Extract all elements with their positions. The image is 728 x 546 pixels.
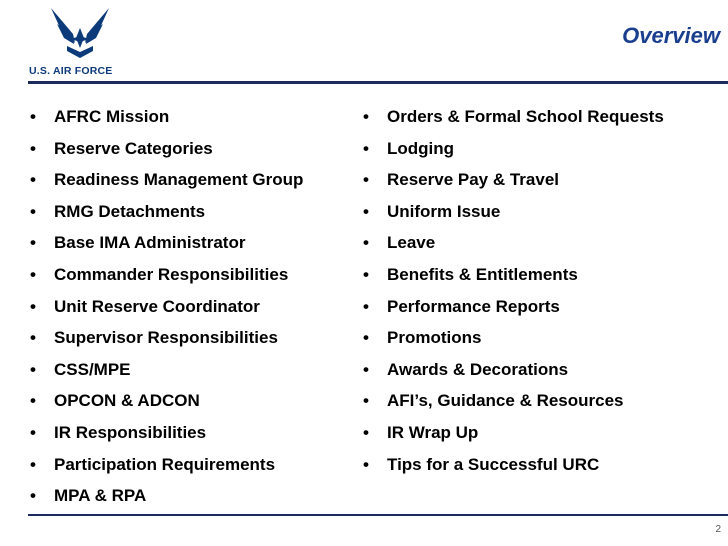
air-force-wings-icon [49, 6, 111, 61]
list-item [362, 104, 664, 136]
bullet-icon: • [363, 454, 369, 474]
list-item [29, 452, 303, 484]
list-item [29, 325, 303, 357]
bullet-icon: • [30, 170, 36, 190]
list-item-label: Commander Responsibilities [54, 264, 289, 284]
bullet-icon: • [363, 391, 369, 411]
list-item [29, 262, 303, 294]
list-item [29, 294, 303, 326]
bullet-icon: • [30, 359, 36, 379]
bullet-icon: • [363, 107, 369, 126]
bullet-icon: • [363, 359, 369, 379]
bullet-icon: • [30, 328, 36, 348]
bullet-icon: • [30, 454, 36, 474]
list-item [362, 420, 664, 452]
list-item-label: OPCON & ADCON [54, 391, 200, 411]
list-item-label: Leave [387, 233, 436, 253]
list-item-label: IR Responsibilities [54, 422, 207, 442]
list-item [29, 199, 303, 231]
list-item-label: IR Wrap Up [387, 422, 479, 442]
right-topic-list [362, 104, 664, 483]
list-item-label: RMG Detachments [54, 201, 206, 221]
list-item-label: CSS/MPE [54, 359, 131, 379]
list-item [362, 136, 664, 168]
bullet-icon: • [30, 201, 36, 221]
list-item [362, 262, 664, 294]
footer-divider [28, 514, 728, 516]
list-item-label: Supervisor Responsibilities [54, 328, 278, 348]
bullet-icon: • [363, 296, 369, 316]
list-item-label: Benefits & Entitlements [387, 264, 578, 284]
bullet-icon: • [363, 138, 369, 158]
list-item [29, 136, 303, 168]
list-item-label: MPA & RPA [54, 486, 147, 506]
list-item-label: Awards & Decorations [387, 359, 569, 379]
list-item [29, 388, 303, 420]
list-item [29, 230, 303, 262]
list-item [362, 357, 664, 389]
bullet-icon: • [30, 422, 36, 442]
list-item-label: Tips for a Successful URC [387, 454, 600, 474]
list-item-label: Base IMA Administrator [54, 233, 246, 253]
bullet-icon: • [363, 422, 369, 442]
page-number: 2 [715, 524, 721, 535]
list-item [362, 388, 664, 420]
bullet-icon: • [363, 264, 369, 284]
bullet-icon: • [30, 233, 36, 253]
list-item-label: Participation Requirements [54, 454, 276, 474]
bullet-icon: • [30, 391, 36, 411]
list-item-label: Orders & Formal School Requests [387, 107, 664, 126]
list-item-label: Unit Reserve Coordinator [54, 296, 260, 316]
list-item [362, 452, 664, 484]
bullet-icon: • [363, 201, 369, 221]
logo-text: U.S. AIR FORCE [29, 65, 113, 77]
bullet-icon: • [30, 264, 36, 284]
bullet-icon: • [363, 233, 369, 253]
list-item [362, 167, 664, 199]
bullet-icon: • [30, 296, 36, 316]
list-item-label: Reserve Pay & Travel [387, 170, 560, 190]
list-item [29, 104, 303, 136]
list-item-label: Lodging [387, 138, 455, 158]
left-topic-list [29, 104, 303, 515]
air-force-logo [29, 6, 129, 76]
list-item-label: Reserve Categories [54, 138, 213, 158]
list-item [29, 167, 303, 199]
list-item [362, 230, 664, 262]
list-item [362, 199, 664, 231]
header-divider [28, 81, 728, 84]
list-item-label: Performance Reports [387, 296, 560, 316]
list-item-label: Promotions [387, 328, 482, 348]
bullet-icon: • [30, 138, 36, 158]
bullet-icon: • [30, 107, 36, 126]
list-item [362, 294, 664, 326]
list-item [29, 483, 303, 515]
list-item [29, 357, 303, 389]
list-item-label: AFRC Mission [54, 107, 170, 126]
list-item-label: AFI’s, Guidance & Resources [387, 391, 624, 411]
list-item [29, 420, 303, 452]
bullet-icon: • [363, 170, 369, 190]
bullet-icon: • [30, 486, 36, 506]
bullet-icon: • [363, 328, 369, 348]
slide-title: Overview [622, 23, 720, 48]
list-item [362, 325, 664, 357]
list-item-label: Readiness Management Group [54, 170, 304, 190]
list-item-label: Uniform Issue [387, 201, 501, 221]
